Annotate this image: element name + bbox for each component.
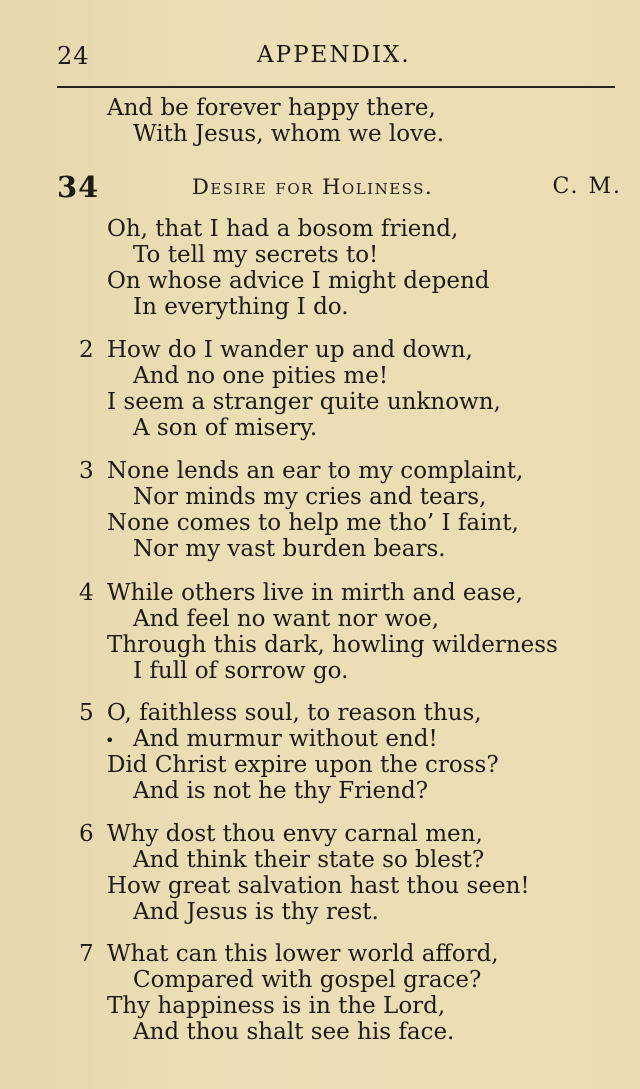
verse-line: A son of misery. (133, 415, 318, 441)
verse-line: Oh, that I had a bosom friend, (107, 216, 459, 242)
verse-line: And no one pities me! (133, 363, 389, 389)
verse-line: To tell my secrets to! (133, 242, 379, 268)
verse-line: None comes to help me tho’ I faint, (107, 510, 519, 536)
hymn-heading (57, 170, 622, 206)
stanza-6 (79, 821, 627, 925)
stanza-1 (107, 216, 627, 320)
stanza-number: 3 (79, 458, 94, 484)
verse-line: While others live in mirth and ease, (107, 580, 523, 606)
carryover-verse (107, 95, 607, 147)
verse-line: I seem a stranger quite unknown, (107, 389, 501, 415)
page-header (57, 42, 615, 78)
verse-line: I full of sorrow go. (133, 658, 349, 684)
bullet-mark-icon: • (105, 731, 115, 750)
verse-line: And murmur without end! (133, 726, 438, 752)
verse-line: In everything I do. (133, 294, 349, 320)
verse-line: Nor minds my cries and tears, (133, 484, 487, 510)
hymn-meter: C. M. (552, 174, 622, 199)
verse-line: What can this lower world afford, (107, 941, 499, 967)
stanza-number: 5 (79, 700, 94, 726)
stanza-4 (79, 580, 627, 684)
stanza-number: 2 (79, 337, 94, 363)
hymn-title: Desire for Holiness. (192, 175, 434, 199)
hymn-number: 34 (57, 170, 100, 204)
verse-line: And feel no want nor woe, (133, 606, 440, 632)
running-head: APPENDIX. (257, 42, 411, 68)
page-number: 24 (57, 42, 90, 70)
verse-line: How do I wander up and down, (107, 337, 473, 363)
verse-line: Why dost thou envy carnal men, (107, 821, 483, 847)
verse-line: Did Christ expire upon the cross? (107, 752, 499, 778)
stanza-7 (79, 941, 627, 1045)
verse-line: And is not he thy Friend? (133, 778, 429, 804)
stanza-number: 6 (79, 821, 94, 847)
verse-line: With Jesus, whom we love. (133, 121, 445, 147)
verse-line: How great salvation hast thou seen! (107, 873, 530, 899)
stanza-2 (79, 337, 627, 441)
verse-line: Through this dark, howling wilderness (107, 632, 558, 658)
stanza-5 (79, 700, 627, 804)
verse-line: O, faithless soul, to reason thus, (107, 700, 482, 726)
header-rule (57, 86, 615, 88)
stanza-number: 7 (79, 941, 94, 967)
verse-line: None lends an ear to my complaint, (107, 458, 524, 484)
stanza-number: 4 (79, 580, 94, 606)
verse-line: Nor my vast burden bears. (133, 536, 446, 562)
stanza-3 (79, 458, 627, 562)
verse-line: And thou shalt see his face. (133, 1019, 455, 1045)
verse-line: And Jesus is thy rest. (133, 899, 379, 925)
verse-line: On whose advice I might depend (107, 268, 490, 294)
verse-line: Thy happiness is in the Lord, (107, 993, 446, 1019)
verse-line: Compared with gospel grace? (133, 967, 482, 993)
verse-line: And be forever happy there, (107, 95, 436, 121)
verse-line: And think their state so blest? (133, 847, 485, 873)
